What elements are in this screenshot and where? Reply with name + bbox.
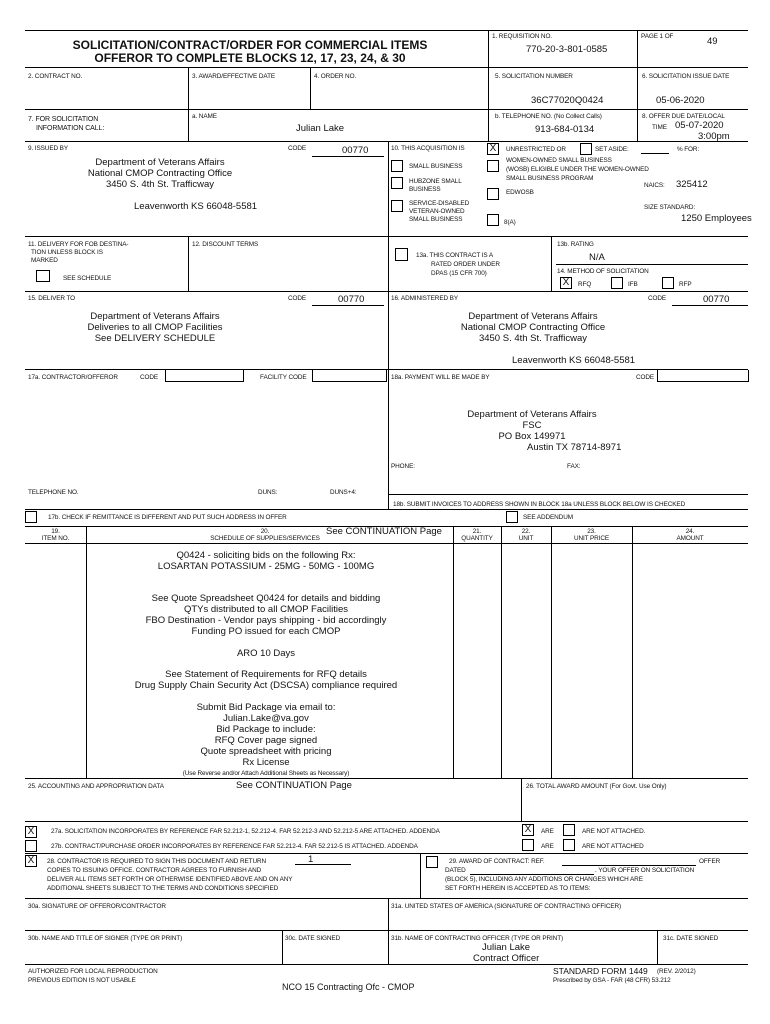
unrestricted-checkbox[interactable]: X	[487, 143, 499, 155]
schedule-line: Julian.Lake@va.gov	[223, 713, 309, 724]
payment-code-label: CODE	[636, 374, 655, 381]
clause-27a-are: ARE	[541, 828, 554, 835]
schedule-line: Submit Bid Package via email to:	[196, 702, 336, 713]
hubzone-label: HUBZONE SMALL	[409, 178, 462, 185]
wosb-label-2: (WOSB) ELIGIBLE UNDER THE WOMEN-OWNED	[506, 166, 649, 173]
clause-27a: 27a. SOLICITATION INCORPORATES BY REFERENCE FAR 52.212-1, 52.212-4. FAR 52.212-3 AND 52.212-5 ARE ATTACHED. ADDENDA	[51, 828, 440, 835]
deliver-to-code: 00770	[338, 294, 365, 305]
payment-line2: FSC	[522, 420, 542, 431]
deliver-to-label: 15. DELIVER TO	[28, 295, 76, 302]
wosb-label-3: SMALL BUSINESS PROGRAM	[506, 175, 594, 182]
clause-29-line4: SET FORTH HEREIN IS ACCEPTED AS TO ITEMS:	[445, 885, 591, 892]
hubzone-label-2: BUSINESS	[409, 186, 441, 193]
sdvosb-label-2: VETERAN-OWNED	[409, 208, 465, 215]
col-quantity-label: QUANTITY	[461, 535, 493, 542]
issued-by-code-label: CODE	[288, 145, 307, 152]
accounting-label: 25. ACCOUNTING AND APPROPRIATION DATA	[28, 783, 164, 790]
clause-29-line2: . YOUR OFFER ON SOLICITATION	[595, 867, 695, 874]
edwosb-checkbox[interactable]	[487, 188, 499, 200]
unrestricted-label: UNRESTRICTED OR	[506, 146, 566, 153]
clause-27b-checkbox[interactable]	[25, 840, 37, 852]
issue-date[interactable]: 05-06-2020	[656, 95, 705, 106]
set-aside-checkbox[interactable]	[580, 143, 592, 155]
due-time[interactable]: 3:00pm	[698, 131, 730, 142]
clause-28-line4: ADDITIONAL SHEETS SUBJECT TO THE TERMS AND CONDITIONS SPECIFIED	[47, 885, 279, 892]
schedule-line: See Statement of Requirements for RFQ details	[165, 669, 367, 680]
clause-29-dated: DATED	[445, 867, 466, 874]
discount-terms-label: 12. DISCOUNT TERMS	[192, 241, 259, 248]
issue-date-label: 6. SOLICITATION ISSUE DATE	[642, 73, 730, 80]
schedule-line: Drug Supply Chain Security Act (DSCSA) compliance required	[134, 680, 398, 691]
issued-by-label: 9. ISSUED BY	[28, 145, 68, 152]
sdvosb-checkbox[interactable]	[391, 200, 403, 212]
administered-by-line4: Leavenworth KS 66048-5581	[512, 355, 636, 366]
clause-27b-are-checkbox[interactable]	[522, 839, 534, 851]
footer-previous-edition: PREVIOUS EDITION IS NOT USABLE	[28, 977, 136, 984]
col-unit-label: UNIT	[518, 535, 534, 542]
schedule-line: RFQ Cover page signed	[214, 735, 318, 746]
payment-code-input[interactable]	[657, 370, 749, 382]
schedule-line: See Quote Spreadsheet Q0424 for details and bidding	[151, 593, 381, 604]
administered-by-code-label: CODE	[648, 295, 667, 302]
form-title-line1: SOLICITATION/CONTRACT/ORDER FOR COMMERCIAL ITEMS	[72, 38, 428, 52]
duns4-label: DUNS+4:	[330, 489, 357, 496]
col-schedule-label: SCHEDULE OF SUPPLIES/SERVICES	[210, 535, 320, 542]
clause-27b-are: ARE	[541, 843, 554, 850]
remittance-label: 17b. CHECK IF REMITTANCE IS DIFFERENT AND PUT SUCH ADDRESS IN OFFER	[48, 514, 287, 521]
page-count: 49	[707, 36, 718, 47]
rfp-label: RFP	[679, 281, 692, 288]
footer-revision: (REV. 2/2012)	[657, 968, 696, 975]
administered-by-code: 00770	[703, 294, 730, 305]
ifb-label: IFB	[628, 281, 638, 288]
schedule-line: FBO Destination - Vendor pays shipping - bid accordingly	[145, 615, 387, 626]
due-date-label: 8. OFFER DUE DATE/LOCAL	[642, 113, 725, 120]
clause-28-checkbox[interactable]: X	[25, 855, 37, 867]
col-schedule: 20.	[260, 528, 270, 535]
ifb-checkbox[interactable]	[611, 277, 623, 289]
page-label: PAGE 1 OF	[641, 33, 674, 40]
phone-label: b. TELEPHONE NO. (No Collect Calls)	[495, 113, 602, 120]
col-unit: 22.	[521, 528, 531, 535]
col-unit-price-label: UNIT PRICE	[573, 535, 610, 542]
clause-29-line1: 29. AWARD OF CONTRACT: REF.	[449, 858, 545, 865]
issued-by-code: 00770	[342, 145, 369, 156]
see-addendum-checkbox[interactable]	[506, 511, 518, 523]
requisition-label: 1. REQUISITION NO.	[492, 33, 552, 40]
contact-phone[interactable]: 913-684-0134	[535, 124, 595, 135]
due-date[interactable]: 05-07-2020	[675, 120, 724, 131]
payment-line1: Department of Veterans Affairs	[467, 409, 597, 420]
payment-line4: Austin TX 78714-8971	[527, 442, 622, 453]
date-signed-31c-label: 31c. DATE SIGNED	[663, 935, 719, 942]
schedule-line: Bid Package to include:	[216, 724, 316, 735]
award-date-label: 3. AWARD/EFFECTIVE DATE	[192, 73, 276, 80]
clause-27b-are-not: ARE NOT ATTACHED	[582, 843, 644, 850]
issued-by-line2: National CMOP Contracting Office	[87, 168, 233, 179]
schedule-line: QTYs distributed to all CMOP Facilities	[183, 604, 348, 615]
pct-for-label: % FOR:	[677, 146, 700, 153]
name-label: a. NAME	[192, 113, 217, 120]
clause-28-line3: DELIVER ALL ITEMS SET FORTH OR OTHERWISE IDENTIFIED ABOVE AND ON ANY	[47, 876, 293, 883]
clause-27b: 27b. CONTRACT/PURCHASE ORDER INCORPORATES BY REFERENCE FAR 52.212-4. FAR 52.212-5 IS ATTACHED. ADDENDA	[51, 843, 418, 850]
rating-label: 13b. RATING	[557, 241, 594, 248]
clause-27a-checkbox[interactable]: X	[25, 826, 37, 838]
solicitation-number-label: 5. SOLICITATION NUMBER	[495, 73, 573, 80]
payment-fax-label: FAX:	[567, 463, 581, 470]
contractor-code-input[interactable]	[165, 370, 244, 382]
due-time-label: TIME	[652, 124, 667, 131]
footer-prescribed: Prescribed by GSA - FAR (48 CFR) 53.212	[553, 977, 671, 984]
contact-name[interactable]: Julian Lake	[296, 123, 345, 134]
signer-name-label: 30b. NAME AND TITLE OF SIGNER (TYPE OR PRINT)	[28, 935, 183, 942]
small-business-checkbox[interactable]	[391, 160, 403, 172]
clause-27a-are-checkbox[interactable]: X	[522, 824, 534, 836]
rfq-checkbox[interactable]: X	[560, 277, 572, 289]
schedule-line: Q0424 - soliciting bids on the following Rx:	[176, 550, 356, 561]
payment-label: 18a. PAYMENT WILL BE MADE BY	[391, 374, 490, 381]
contractor-label: 17a. CONTRACTOR/OFFEROR	[28, 374, 118, 381]
schedule-line: Quote spreadsheet with pricing	[200, 746, 332, 757]
contracting-officer-name: Julian Lake	[482, 942, 531, 953]
form-title-line2: OFFEROR TO COMPLETE BLOCKS 12, 17, 23, 24, & 30	[94, 51, 406, 65]
clause-28-line1: 28. CONTRACTOR IS REQUIRED TO SIGN THIS DOCUMENT AND RETURN	[47, 858, 266, 865]
submit-invoices-label: 18b. SUBMIT INVOICES TO ADDRESS SHOWN IN BLOCK 18a UNLESS BLOCK BELOW IS CHECKED	[393, 501, 686, 508]
administered-by-label: 16. ADMINISTERED BY	[391, 295, 458, 302]
eight-a-checkbox[interactable]	[487, 214, 499, 226]
col-amount: 24.	[685, 528, 695, 535]
clause-27a-are-not: ARE NOT ATTACHED.	[582, 828, 646, 835]
contracting-officer-label: 31b. NAME OF CONTRACTING OFFICER (TYPE OR PRINT)	[391, 935, 564, 942]
sdvosb-label: SERVICE-DISABLED	[409, 200, 470, 207]
small-business-label: SMALL BUSINESS	[409, 163, 463, 170]
footer-office: NCO 15 Contracting Ofc - CMOP	[282, 982, 415, 992]
administered-by-line1: Department of Veterans Affairs	[468, 311, 598, 322]
issued-by-line4: Leavenworth KS 66048-5581	[134, 201, 258, 212]
clause-27b-are-not-checkbox[interactable]	[563, 839, 575, 851]
rating-value: N/A	[589, 252, 605, 263]
clause-28-line2: COPIES TO ISSUING OFFICE. CONTRACTOR AGREES TO FURNISH AND	[47, 867, 262, 874]
rated-order-label: 13a. THIS CONTRACT IS A	[416, 252, 494, 259]
telephone-label: TELEPHONE NO.	[28, 489, 79, 496]
clause-29-checkbox[interactable]	[426, 856, 438, 868]
deliver-to-line1: Department of Veterans Affairs	[90, 311, 220, 322]
issued-by-line1: Department of Veterans Affairs	[95, 157, 225, 168]
rated-order-label-3: DPAS (15 CFR 700)	[431, 270, 487, 277]
wosb-label: WOMEN-OWNED SMALL BUSINESS	[506, 157, 612, 164]
deliver-to-line3: See DELIVERY SCHEDULE	[94, 333, 216, 344]
see-addendum-label: SEE ADDENDUM	[523, 514, 573, 521]
schedule-line: Rx License	[242, 757, 290, 768]
rfq-label: RFQ	[578, 281, 592, 288]
issued-by-line3: 3450 S. 4th St. Trafficway	[105, 179, 215, 190]
requisition-number[interactable]: 770-20-3-801-0585	[526, 44, 608, 55]
col-item-no-label: ITEM NO.	[41, 535, 70, 542]
deliver-to-code-label: CODE	[288, 295, 307, 302]
col-item-no: 19.	[51, 528, 60, 535]
administered-by-line3: 3450 S. 4th St. Trafficway	[478, 333, 588, 344]
payment-phone-label: PHONE:	[391, 463, 415, 470]
remittance-checkbox[interactable]	[25, 511, 37, 523]
administered-by-line2: National CMOP Contracting Office	[460, 322, 606, 333]
delivery-fob-label: 11. DELIVERY FOR FOB DESTINA-	[28, 241, 129, 248]
method-label: 14. METHOD OF SOLICITATION	[557, 268, 649, 275]
rated-order-label-2: RATED ORDER UNDER	[431, 261, 500, 268]
size-standard: 1250 Employees	[681, 213, 752, 224]
total-award-label: 26. TOTAL AWARD AMOUNT (For Govt. Use Only)	[526, 783, 667, 790]
eight-a-label: 8(A)	[504, 219, 516, 226]
clause-28-copies[interactable]: 1	[308, 854, 314, 865]
payment-line3: PO Box 149971	[498, 431, 566, 442]
naics-label: NAICS:	[644, 182, 665, 189]
duns-label: DUNS:	[258, 489, 278, 496]
edwosb-label: EDWOSB	[506, 189, 534, 196]
hubzone-checkbox[interactable]	[391, 177, 403, 189]
schedule-line: ARO 10 Days	[236, 648, 296, 659]
rfp-checkbox[interactable]	[662, 277, 674, 289]
footer-authorized: AUTHORIZED FOR LOCAL REPRODUCTION	[28, 968, 158, 975]
delivery-fob-label-2: TION UNLESS BLOCK IS	[31, 249, 103, 256]
signature-31a-label: 31a. UNITED STATES OF AMERICA (SIGNATURE OF CONTRACTING OFFICER)	[391, 903, 622, 910]
sdvosb-label-3: SMALL BUSINESS	[409, 216, 463, 223]
for-info-label-2: INFORMATION CALL:	[36, 125, 105, 132]
contracting-officer-title: Contract Officer	[473, 953, 540, 964]
date-signed-30c-label: 30c. DATE SIGNED	[285, 935, 341, 942]
contractor-code-label: CODE	[140, 374, 159, 381]
clause-29-offer: OFFER	[699, 858, 721, 865]
accounting-value: See CONTINUATION Page	[236, 780, 352, 791]
reverse-note: (Use Reverse and/or Attach Additional Sheets as Necessary)	[182, 770, 350, 777]
rated-order-checkbox[interactable]	[395, 248, 408, 261]
col-unit-price: 23.	[587, 528, 596, 535]
wosb-checkbox[interactable]	[487, 160, 499, 172]
for-info-label: 7. FOR SOLICITATION	[28, 116, 99, 123]
naics-code: 325412	[676, 179, 708, 190]
size-standard-label: SIZE STANDARD:	[644, 204, 696, 211]
facility-code-input[interactable]	[312, 370, 387, 382]
acquisition-label: 10. THIS ACQUISITION IS	[391, 145, 465, 152]
signature-30a-label: 30a. SIGNATURE OF OFFEROR/CONTRACTOR	[28, 903, 166, 910]
contract-no-label: 2. CONTRACT NO.	[28, 73, 83, 80]
delivery-fob-label-3: MARKED	[31, 257, 58, 264]
col-quantity: 21.	[472, 528, 482, 535]
col-amount-label: AMOUNT	[676, 535, 704, 542]
set-aside-label: SET ASIDE:	[595, 146, 629, 153]
clause-29-line3: (BLOCK 5), INCLUDING ANY ADDITIONS OR CHANGES WHICH ARE	[445, 876, 643, 883]
clause-27a-are-not-checkbox[interactable]	[563, 824, 575, 836]
facility-code-label: FACILITY CODE	[260, 374, 307, 381]
footer-form-number: STANDARD FORM 1449	[553, 966, 648, 976]
see-continuation: See CONTINUATION Page	[326, 526, 442, 537]
deliver-to-line2: Deliveries to all CMOP Facilities	[87, 322, 223, 333]
see-schedule-checkbox[interactable]	[36, 270, 50, 282]
order-no-label: 4. ORDER NO.	[314, 73, 357, 80]
see-schedule-label: SEE SCHEDULE	[63, 275, 112, 282]
solicitation-number[interactable]: 36C77020Q0424	[531, 95, 604, 106]
schedule-line: LOSARTAN POTASSIUM - 25MG - 50MG - 100MG	[157, 561, 375, 572]
schedule-line: Funding PO issued for each CMOP	[191, 626, 341, 637]
